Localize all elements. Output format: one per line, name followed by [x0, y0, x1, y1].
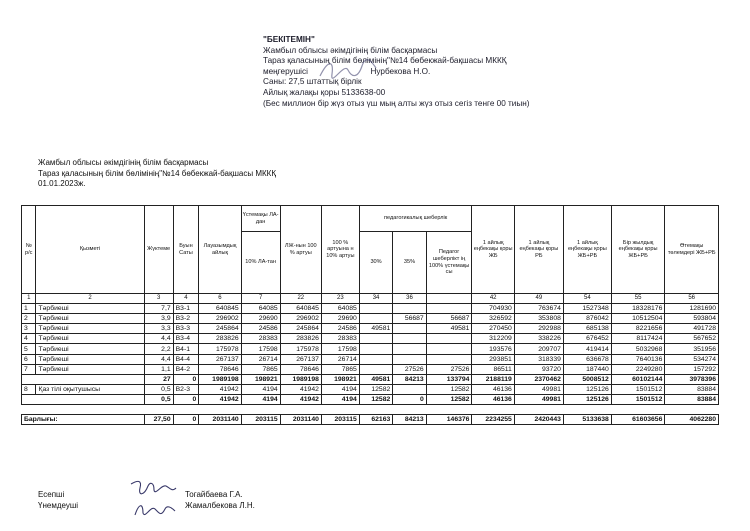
- cell-jb: 193576: [472, 344, 514, 354]
- cell-p100: [426, 304, 472, 314]
- report-date: 01.01.2023ж.: [38, 179, 86, 189]
- row-number: 5: [22, 344, 36, 354]
- payroll-words: (Бес миллион бір жүз отыз үш мың алты жүз отыз сегіз тенге 00 тиын): [263, 98, 530, 108]
- row-number: 8: [22, 384, 36, 394]
- cell-lzh: 41942: [280, 384, 321, 394]
- cell-p30: [359, 314, 392, 324]
- cell-a10: 17598: [241, 344, 280, 354]
- cell-tot: 125126: [563, 384, 611, 394]
- manager-name: Нурбекова Н.О.: [370, 66, 431, 76]
- cell-rate: 4,4: [144, 334, 173, 344]
- subtotal-row-teachers: [22, 374, 719, 384]
- col-num: 1: [22, 294, 36, 304]
- cell-p35: 56687: [393, 314, 426, 324]
- header-allowance-group: Үстемақы ЛА-дан: [241, 206, 280, 232]
- cell-base: 41942: [199, 384, 241, 394]
- table-row: [22, 324, 719, 334]
- cell-rb: 2420443: [514, 415, 563, 425]
- organization-header: [38, 158, 276, 190]
- accountant-name: Тогайбаева Г.А.: [185, 490, 243, 499]
- cell-a10: 203115: [241, 415, 280, 425]
- cell-base: 245864: [199, 324, 241, 334]
- cell-tot: 676452: [563, 334, 611, 344]
- accountant-signature-icon: [128, 478, 178, 500]
- cell-lzh: 267137: [280, 354, 321, 364]
- cell-p100: 146376: [426, 415, 472, 425]
- cell-comp: 157292: [665, 364, 719, 374]
- cell-p100: 49581: [426, 324, 472, 334]
- economist-role: Үнемдеуші: [38, 501, 79, 510]
- cell-a10: 4194: [241, 384, 280, 394]
- cell-jb: 2234255: [472, 415, 514, 425]
- cell-lzh: 78646: [280, 364, 321, 374]
- row-number: 1: [22, 304, 36, 314]
- cell-comp: 4062280: [665, 415, 719, 425]
- cell-grade: 0: [173, 394, 199, 404]
- cell-rb: 763674: [514, 304, 563, 314]
- cell-comp: 351956: [665, 344, 719, 354]
- cell-tot: 1527348: [563, 304, 611, 314]
- cell-rate: 27,50: [144, 415, 173, 425]
- col-num: 4: [173, 294, 199, 304]
- cell-rate: 27: [144, 374, 173, 384]
- col-num: 54: [563, 294, 611, 304]
- table-row: [22, 364, 719, 374]
- cell-comp: 1281690: [665, 304, 719, 314]
- position-name: Тәрбиеші: [36, 314, 144, 324]
- cell-inc: 7865: [321, 364, 359, 374]
- cell-jb: 2188119: [472, 374, 514, 384]
- cell-p35: [393, 354, 426, 364]
- spacer-row: [22, 405, 719, 415]
- cell-p35: [393, 324, 426, 334]
- approval-manager: [263, 67, 623, 78]
- cell-base: 640845: [199, 304, 241, 314]
- col-num: 23: [321, 294, 359, 304]
- summary-label: [22, 374, 145, 384]
- cell-rb: 49981: [514, 384, 563, 394]
- header-grade: Буын Саты: [173, 206, 199, 294]
- staffing-table: [21, 205, 719, 425]
- cell-grade: В3-2: [173, 314, 199, 324]
- col-num: 36: [393, 294, 426, 304]
- cell-rb: 338226: [514, 334, 563, 344]
- cell-year: 2249280: [611, 364, 665, 374]
- col-num: 22: [280, 294, 321, 304]
- cell-rate: 1,1: [144, 364, 173, 374]
- cell-p100: 27526: [426, 364, 472, 374]
- cell-year: 60102144: [611, 374, 665, 384]
- row-number: 6: [22, 354, 36, 364]
- cell-p35: [393, 384, 426, 394]
- cell-comp: 83884: [665, 384, 719, 394]
- cell-year: 7640136: [611, 354, 665, 364]
- header-ped-100: Педагог шеберлікт ің 100% үстемақы сы: [426, 232, 472, 294]
- header-ped-35: 35%: [393, 232, 426, 294]
- cell-a10: 29690: [241, 314, 280, 324]
- table-row: [22, 354, 719, 364]
- cell-tot: 636678: [563, 354, 611, 364]
- cell-lzh: 2031140: [280, 415, 321, 425]
- cell-lzh: 296902: [280, 314, 321, 324]
- cell-p30: [359, 354, 392, 364]
- cell-a10: 64085: [241, 304, 280, 314]
- payroll-fund: Айлық жалақы қоры 5133638-00: [263, 87, 386, 97]
- header-position: Қызметі: [36, 206, 144, 294]
- cell-grade: В4-4: [173, 354, 199, 364]
- cell-lzh: 245864: [280, 324, 321, 334]
- cell-inc: 24586: [321, 324, 359, 334]
- cell-base: 267137: [199, 354, 241, 364]
- column-number-row: [22, 294, 719, 304]
- cell-rate: 0,5: [144, 384, 173, 394]
- cell-rb: 209707: [514, 344, 563, 354]
- cell-tot: 125126: [563, 394, 611, 404]
- table-row: [22, 344, 719, 354]
- cell-a10: 24586: [241, 324, 280, 334]
- header-fund-monthly-total: 1 айлық еңбекақы қоры ЖБ+РБ: [563, 206, 611, 294]
- header-allowance-10: 10% ЛА-тан: [241, 232, 280, 294]
- cell-base: 283826: [199, 334, 241, 344]
- cell-grade: 0: [173, 415, 199, 425]
- cell-comp: 491728: [665, 324, 719, 334]
- cell-comp: 3978396: [665, 374, 719, 384]
- cell-a10: 7865: [241, 364, 280, 374]
- header-ped-group: педагогикалық шеберлік: [359, 206, 472, 232]
- row-number: 7: [22, 364, 36, 374]
- position-name: Тәрбиеші: [36, 324, 144, 334]
- cell-base: 296902: [199, 314, 241, 324]
- cell-rb: 49981: [514, 394, 563, 404]
- position-name: Тәрбиеші: [36, 304, 144, 314]
- cell-base: 175978: [199, 344, 241, 354]
- spacer-cell: [22, 405, 719, 415]
- cell-p30: 12582: [359, 384, 392, 394]
- cell-rate: 7,7: [144, 304, 173, 314]
- cell-jb: 704930: [472, 304, 514, 314]
- economist-signature-icon: [133, 499, 177, 521]
- cell-a10: 28383: [241, 334, 280, 344]
- cell-tot: 5008512: [563, 374, 611, 384]
- cell-jb: 293851: [472, 354, 514, 364]
- cell-year: 8221656: [611, 324, 665, 334]
- table-row: [22, 314, 719, 324]
- cell-year: 18328176: [611, 304, 665, 314]
- cell-year: 10512504: [611, 314, 665, 324]
- cell-grade: В3-4: [173, 334, 199, 344]
- cell-grade: 0: [173, 374, 199, 384]
- col-num: 2: [36, 294, 144, 304]
- cell-p30: 12582: [359, 394, 392, 404]
- cell-base: 2031140: [199, 415, 241, 425]
- cell-p30: [359, 304, 392, 314]
- cell-a10: 4194: [241, 394, 280, 404]
- cell-jb: 326592: [472, 314, 514, 324]
- cell-p30: 49581: [359, 324, 392, 334]
- cell-year: 1501512: [611, 384, 665, 394]
- header-ped-30: 30%: [359, 232, 392, 294]
- cell-p35: [393, 304, 426, 314]
- cell-tot: 685138: [563, 324, 611, 334]
- cell-rate: 3,9: [144, 314, 173, 324]
- position-name: Тәрбиеші: [36, 364, 144, 374]
- cell-base: 78646: [199, 364, 241, 374]
- cell-inc: 4194: [321, 384, 359, 394]
- cell-comp: 534274: [665, 354, 719, 364]
- cell-tot: 876042: [563, 314, 611, 324]
- org-line-2: Тараз қаласының білім бөлімінің"№14 бөбекжай-бақшасы МККҚ: [38, 168, 276, 178]
- cell-p30: [359, 344, 392, 354]
- accountant-role: Есепші: [38, 490, 65, 499]
- approval-line-1: Жамбыл облысы әкімдігінің білім басқармасы: [263, 45, 438, 55]
- col-num: 55: [611, 294, 665, 304]
- grand-total-row: [22, 415, 719, 425]
- cell-p30: [359, 334, 392, 344]
- col-num: 56: [665, 294, 719, 304]
- cell-a10: 198921: [241, 374, 280, 384]
- header-inc-100-10: 100 % артуына н 10% артуы: [321, 206, 359, 294]
- cell-p35: 84213: [393, 374, 426, 384]
- header-fund-monthly-jb: 1 айлық еңбекақы қоры ЖБ: [472, 206, 514, 294]
- cell-p100: [426, 354, 472, 364]
- summary-label: Барлығы:: [22, 415, 145, 425]
- cell-p35: 0: [393, 394, 426, 404]
- economist-name: Жамалбекова Л.Н.: [185, 501, 255, 510]
- cell-year: 8117424: [611, 334, 665, 344]
- cell-jb: 86511: [472, 364, 514, 374]
- cell-a10: 26714: [241, 354, 280, 364]
- header-fund-monthly-rb: 1 айлық еңбекақы қоры РБ: [514, 206, 563, 294]
- cell-rate: 3,3: [144, 324, 173, 334]
- position-name: Тәрбиеші: [36, 354, 144, 364]
- manager-label: меңгерушісі: [263, 66, 308, 76]
- cell-lzh: 41942: [280, 394, 321, 404]
- col-num: [426, 294, 472, 304]
- col-num: 6: [199, 294, 241, 304]
- cell-grade: В3-3: [173, 324, 199, 334]
- cell-jb: 270450: [472, 324, 514, 334]
- cell-lzh: 283826: [280, 334, 321, 344]
- cell-p100: 56687: [426, 314, 472, 324]
- cell-year: 1501512: [611, 394, 665, 404]
- position-name: Тәрбиеші: [36, 344, 144, 354]
- header-compensation: Өтемақы төлемдері ЖБ+РБ: [665, 206, 719, 294]
- cell-grade: В3-1: [173, 304, 199, 314]
- manager-signature-icon: [318, 56, 378, 82]
- cell-tot: 5133638: [563, 415, 611, 425]
- col-num: 49: [514, 294, 563, 304]
- col-num: 3: [144, 294, 173, 304]
- header-fund-yearly: Бір жылдық еңбекақы қоры ЖБ+РБ: [611, 206, 665, 294]
- header-rate: Жүктеме: [144, 206, 173, 294]
- header-base-salary: Лауазымдық айлық: [199, 206, 241, 294]
- row-number: 4: [22, 334, 36, 344]
- cell-inc: 17598: [321, 344, 359, 354]
- cell-p100: 12582: [426, 384, 472, 394]
- cell-grade: В4-2: [173, 364, 199, 374]
- cell-rb: 2370462: [514, 374, 563, 384]
- cell-jb: 46136: [472, 384, 514, 394]
- position-name: Тәрбиеші: [36, 334, 144, 344]
- cell-p35: [393, 344, 426, 354]
- row-number: 2: [22, 314, 36, 324]
- cell-grade: В4-1: [173, 344, 199, 354]
- approval-block: [263, 35, 623, 109]
- cell-rb: 318339: [514, 354, 563, 364]
- cell-lzh: 640845: [280, 304, 321, 314]
- cell-year: 5032968: [611, 344, 665, 354]
- position-name: Қаз тілі оқытушысы: [36, 384, 144, 394]
- cell-inc: 29690: [321, 314, 359, 324]
- cell-comp: 593804: [665, 314, 719, 324]
- header-num: № р/с: [22, 206, 36, 294]
- cell-tot: 187440: [563, 364, 611, 374]
- header-lzh: ЛЖ-нын 100 % артуы: [280, 206, 321, 294]
- summary-label: [22, 394, 145, 404]
- cell-year: 61603656: [611, 415, 665, 425]
- col-num: 34: [359, 294, 392, 304]
- approval-title: "БЕКІТЕМІН": [263, 35, 315, 44]
- staff-count: Саны: 27,5 штаттық бірлік: [263, 77, 362, 87]
- cell-base: 1989198: [199, 374, 241, 384]
- cell-p35: [393, 334, 426, 344]
- cell-lzh: 1989198: [280, 374, 321, 384]
- cell-grade: В2-3: [173, 384, 199, 394]
- cell-p30: [359, 364, 392, 374]
- col-num: 42: [472, 294, 514, 304]
- cell-base: 41942: [199, 394, 241, 404]
- cell-jb: 46136: [472, 394, 514, 404]
- cell-rate: 2,2: [144, 344, 173, 354]
- cell-rate: 4,4: [144, 354, 173, 364]
- cell-rb: 93720: [514, 364, 563, 374]
- cell-inc: 26714: [321, 354, 359, 364]
- cell-inc: 64085: [321, 304, 359, 314]
- table-row: [22, 384, 719, 394]
- cell-comp: 567652: [665, 334, 719, 344]
- cell-p100: [426, 334, 472, 344]
- cell-inc: 198921: [321, 374, 359, 384]
- cell-p35: 27526: [393, 364, 426, 374]
- table-row: [22, 304, 719, 314]
- cell-p100: 12582: [426, 394, 472, 404]
- approval-line-2: Тараз қаласының білім бөлімінің"№14 бөбекжай-бақшасы МККҚ: [263, 56, 507, 66]
- cell-jb: 312209: [472, 334, 514, 344]
- row-number: 3: [22, 324, 36, 334]
- cell-lzh: 175978: [280, 344, 321, 354]
- col-num: 7: [241, 294, 280, 304]
- cell-rb: 292988: [514, 324, 563, 334]
- cell-p30: 49581: [359, 374, 392, 384]
- cell-rb: 353808: [514, 314, 563, 324]
- cell-inc: 4194: [321, 394, 359, 404]
- cell-inc: 203115: [321, 415, 359, 425]
- cell-comp: 83884: [665, 394, 719, 404]
- subtotal-row-kazakh: [22, 394, 719, 404]
- cell-p35: 84213: [393, 415, 426, 425]
- cell-p30: 62163: [359, 415, 392, 425]
- cell-p100: [426, 344, 472, 354]
- org-line-1: Жамбыл облысы әкімдігінің білім басқармасы: [38, 158, 209, 167]
- cell-p100: 133794: [426, 374, 472, 384]
- cell-tot: 419414: [563, 344, 611, 354]
- table-row: [22, 334, 719, 344]
- cell-inc: 28383: [321, 334, 359, 344]
- cell-rate: 0,5: [144, 394, 173, 404]
